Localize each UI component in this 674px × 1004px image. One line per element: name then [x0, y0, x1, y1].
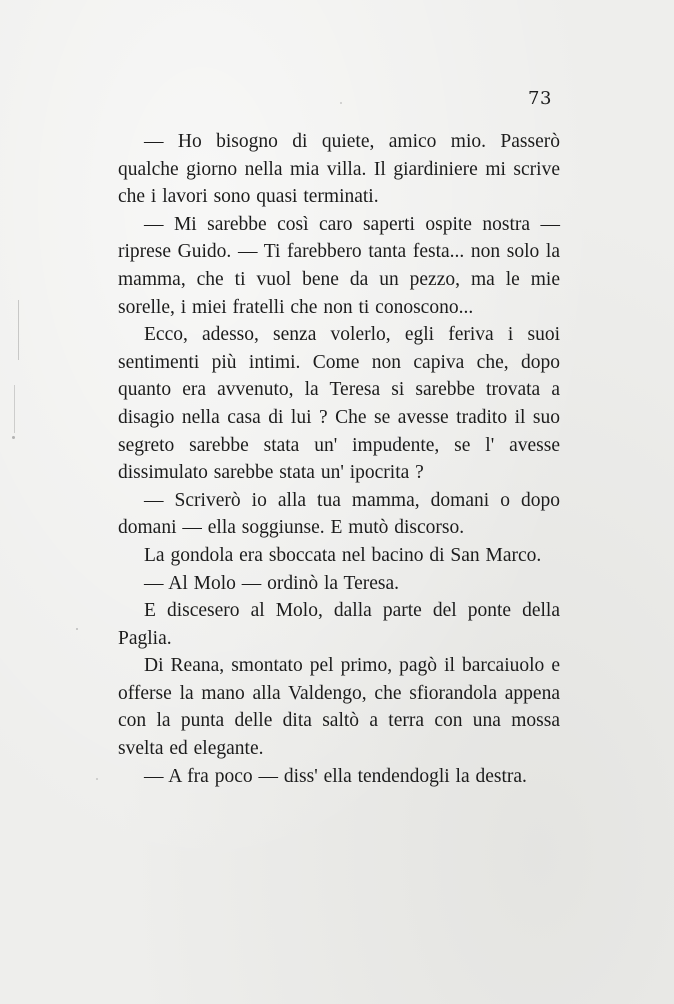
scan-artifact	[340, 102, 342, 104]
scan-artifact	[18, 300, 19, 360]
paragraph: — Mi sarebbe così caro saperti ospite nostra — riprese Guido. — Ti farebbero tanta festa... non solo la mamma, che ti vuol bene da un pezzo, ma le mie sorelle, i miei fratelli che non ti conoscono...	[118, 213, 560, 318]
scan-artifact	[14, 385, 15, 433]
paragraph: Di Reana, smontato pel primo, pagò il barcaiuolo e offerse la mano alla Valdengo, che sfiorandola appena con la punta delle dita saltò a terra con una mossa svelta ed elegante.	[118, 655, 560, 760]
paragraph: Ecco, adesso, senza volerlo, egli feriva i suoi sentimenti più intimi. Come non capiva che, dopo quanto era avvenuto, la Teresa si sarebbe trovata a disagio nella casa di lui ? Che se avesse tradito il suo segreto sarebbe stata un' impudente, se l' avesse dissimulato sarebbe stata un' ipocrita ?	[118, 324, 560, 484]
scan-artifact	[12, 436, 15, 439]
paragraph: — Ho bisogno di quiete, amico mio. Passerò qualche giorno nella mia villa. Il giardiniere mi scrive che i lavori sono quasi terminati.	[118, 131, 560, 208]
page-number: 73	[528, 88, 552, 109]
scan-artifact	[76, 628, 78, 630]
paragraph: — Scriverò io alla tua mamma, domani o dopo domani — ella soggiunse. E mutò discorso.	[118, 489, 560, 539]
paragraph: La gondola era sboccata nel bacino di San Marco.	[144, 544, 542, 566]
paragraph: — Al Molo — ordinò la Teresa.	[144, 572, 400, 594]
paragraph: — A fra poco — diss' ella tendendogli la destra.	[144, 765, 527, 787]
paragraph: E discesero al Molo, dalla parte del ponte della Paglia.	[118, 600, 560, 649]
body-text	[118, 128, 560, 790]
scan-artifact	[96, 778, 98, 780]
